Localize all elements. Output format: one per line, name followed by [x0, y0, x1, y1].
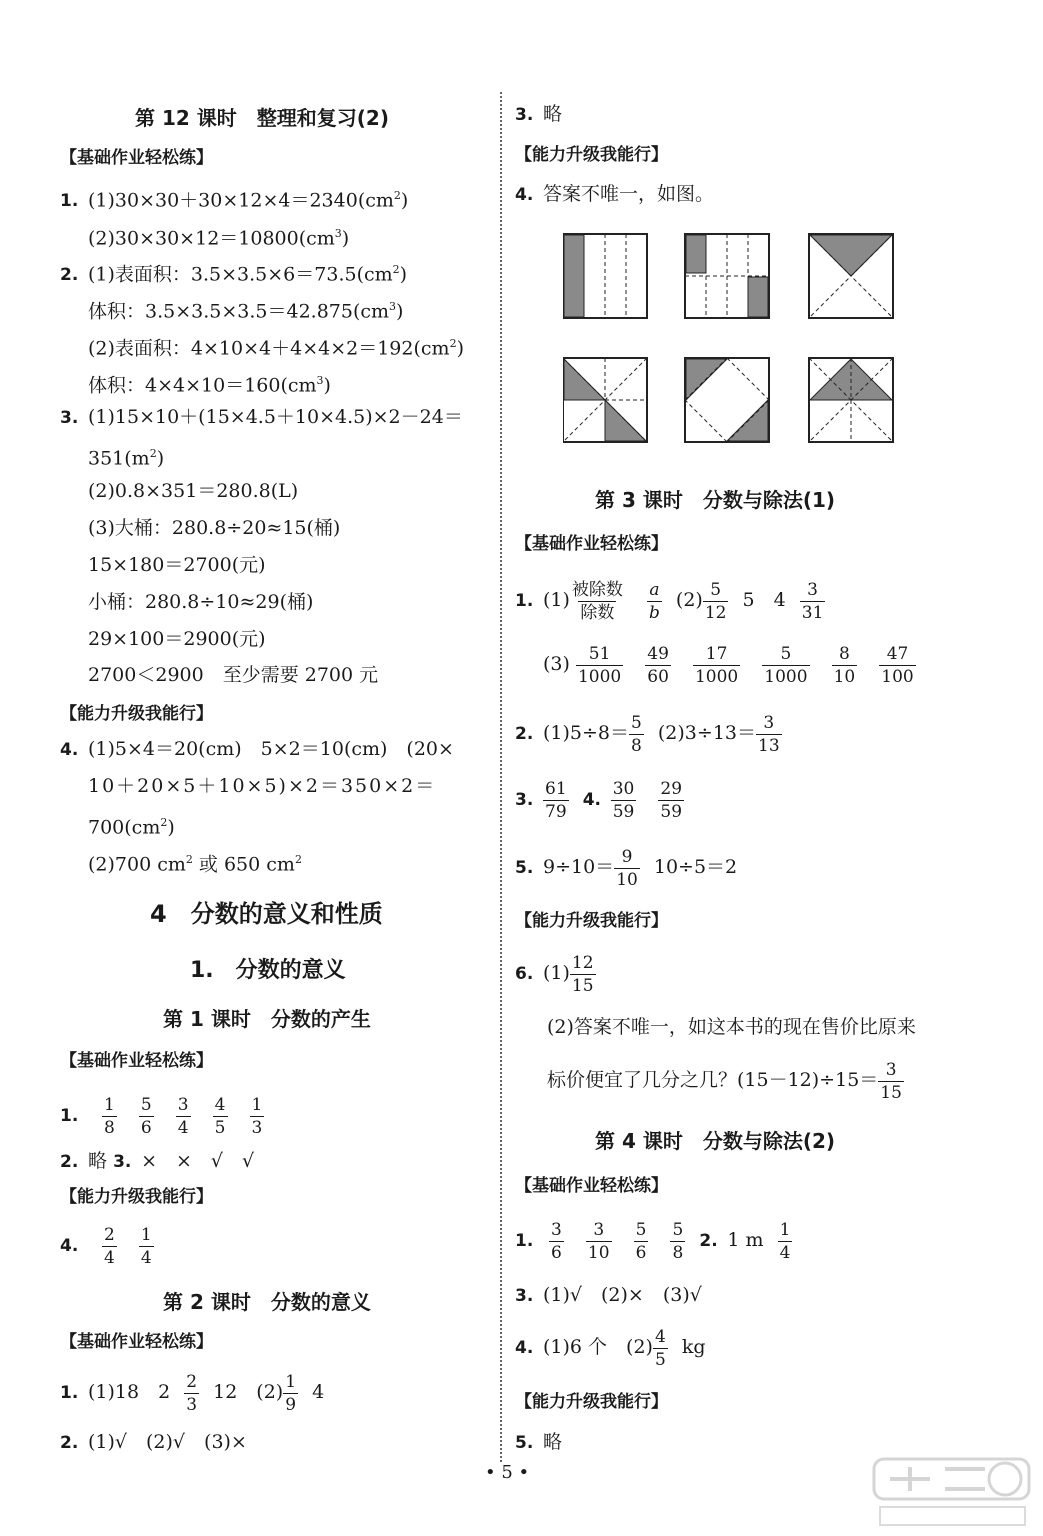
fraction: $\frac{30}{59}$ — [612, 778, 635, 822]
fraction: $\frac{9}{10}$ — [616, 846, 638, 890]
fraction: $\frac{49}{60}$ — [647, 643, 669, 687]
lesson-4-title: 第 4 课时 分数与除法(2) — [595, 1129, 836, 1153]
q3-line-a: 3. (1)15×10＋(15×4.5＋10×4.5)×2－24＝ — [60, 406, 463, 428]
fraction: $\frac{5}{12}$ — [704, 579, 727, 623]
q2-line-b: 体积：$3.5\times 3.5\times 3.5=42.875(cm^3)$ — [88, 300, 404, 323]
shaded-triangle — [727, 400, 768, 441]
section-advanced: 【能力升级我能行】 — [515, 145, 668, 165]
subunit-title: 1. 分数的意义 — [190, 958, 346, 983]
fraction: $\frac{3}{15}$ — [880, 1059, 902, 1103]
fraction: $\frac{3}{13}$ — [758, 712, 780, 756]
section-advanced: 【能力升级我能行】 — [515, 1392, 668, 1412]
fraction: $\frac{1}{4}$ — [779, 1219, 791, 1263]
column-divider — [500, 92, 502, 1462]
q3-line-b: $351(m^2)$ — [88, 447, 165, 470]
q3-line-d: (3)大桶：280.8÷20≈15(桶) — [88, 517, 341, 539]
q3-line-c: (2)0.8×351＝280.8(L) — [88, 480, 299, 502]
fraction: $\frac{3}{10}$ — [587, 1219, 610, 1263]
fraction: $\frac{5}{1000}$ — [764, 643, 808, 687]
fraction: $\frac{8}{10}$ — [833, 643, 856, 687]
unit-title: 4 分数的意义和性质 — [150, 900, 383, 928]
r4-q1-q2: 1. $\frac{3}{6}$ $\frac{3}{10}$ $\frac{5}{6}$ $\frac{5}{8}$ 2. 1 m $\frac{1}{4}$ — [515, 1219, 791, 1263]
fraction: $\frac{5}{8}$ — [631, 712, 642, 756]
r3-q6-a: 6. (1) $\frac{12}{15}$ — [515, 952, 594, 996]
q2-line-c: (2)表面积：$4\times 10\times 4+4\times 4\times 2=192(cm^2)$ — [88, 337, 464, 360]
q4-line-d: (2)700 $cm^2$ 或 650 $cm^2$ — [88, 853, 302, 876]
section-advanced: 【能力升级我能行】 — [60, 1187, 213, 1207]
section-basic: 【基础作业轻松练】 — [515, 1176, 668, 1196]
fraction: $\frac{4}{5}$ — [654, 1326, 666, 1370]
q3-line-h: 2700＜2900 至少需要 2700 元 — [88, 664, 379, 686]
q1-line-b: $(2)30\times 30\times 12=10800(cm^3)$ — [88, 227, 350, 250]
fraction: $\frac{1}{3}$ — [251, 1094, 263, 1138]
fraction: $\frac{51}{1000}$ — [577, 643, 622, 687]
q3-line-g: 29×100＝2900(元) — [88, 628, 266, 650]
fraction: $\frac{5}{6}$ — [140, 1094, 152, 1138]
fraction: $\frac{5}{6}$ — [635, 1219, 647, 1263]
fraction: $\frac{3}{31}$ — [801, 579, 824, 623]
r3-q6-c: 标价便宜了几分之几？(15－12)÷15＝ $\frac{3}{15}$ — [547, 1059, 902, 1103]
section-advanced: 【能力升级我能行】 — [60, 704, 213, 724]
page-number: • 5 • — [485, 1462, 530, 1483]
fraction: $\frac{2}{4}$ — [104, 1224, 115, 1268]
l2-q1: 1. (1)18 2 $\frac{2}{3}$ 12 (2) $\frac{1}{9}$ 4 — [60, 1371, 325, 1415]
shaded-triangle — [686, 359, 727, 400]
watermark-logo — [870, 1455, 1035, 1530]
fold-diagrams — [563, 232, 903, 444]
q2-line-d: 体积：$4\times 4\times 10=160(cm^3)$ — [88, 374, 331, 397]
q4-line-a: 4. (1)5×4＝20(cm) 5×2＝10(cm) (20× — [60, 738, 454, 760]
shaded-strip — [686, 235, 706, 273]
section-basic: 【基础作业轻松练】 — [60, 148, 213, 168]
q1-line-a: 1. $(1)30\times 30+30\times 12\times 4=2340(cm^2)$ — [60, 189, 409, 212]
r3-q6-b: (2)答案不唯一，如这本书的现在售价比原来 — [547, 1016, 916, 1038]
fraction: $\frac{a}{b}$ — [648, 579, 660, 623]
fraction: $\frac{5}{8}$ — [672, 1219, 684, 1263]
r3-q1-part3: (3) $\frac{51}{1000}$ $\frac{49}{60}$ $\frac{17}{1000}$ $\frac{5}{1000}$ $\frac{8}{10}$ $\frac{47}{100}$ — [543, 643, 914, 687]
fraction: $\frac{61}{79}$ — [545, 778, 567, 822]
fraction: $\frac{12}{15}$ — [571, 952, 594, 996]
fraction: $\frac{29}{59}$ — [660, 778, 683, 822]
r-q3: 3. 略 — [515, 103, 563, 125]
section-basic: 【基础作业轻松练】 — [60, 1332, 213, 1352]
lesson-2-title: 第 2 课时 分数的意义 — [163, 1290, 371, 1314]
section-basic: 【基础作业轻松练】 — [60, 1051, 213, 1071]
r3-q2: 2. (1)5÷8＝ $\frac{5}{8}$ (2)3÷13＝ $\frac{3}{13}$ — [515, 712, 780, 756]
r3-q5: 5. 9÷10＝ $\frac{9}{10}$ 10÷5＝2 — [515, 846, 738, 890]
q4-line-c: $700(cm^2)$ — [88, 816, 175, 839]
fraction: $\frac{3}{6}$ — [551, 1219, 562, 1263]
r-q4: 4. 答案不唯一，如图。 — [515, 183, 715, 205]
shaded-triangle — [810, 235, 892, 276]
q4-line-b: 10＋20×5＋10×5)×2＝350×2＝ — [88, 775, 437, 797]
fraction: $\frac{47}{100}$ — [881, 643, 914, 687]
lesson-1-title: 第 1 课时 分数的产生 — [163, 1007, 371, 1031]
lesson-12-title: 第 12 课时 整理和复习(2) — [135, 106, 389, 130]
fraction: $\frac{\text{被除数}}{\text{除数}}$ — [571, 579, 623, 623]
fraction: $\frac{1}{9}$ — [285, 1371, 297, 1415]
r3-q3-q4: 3. $\frac{61}{79}$ 4. $\frac{30}{59}$ $\frac{29}{59}$ — [515, 778, 683, 822]
q3-line-f: 小桶：280.8÷10≈29(桶) — [88, 591, 314, 613]
fraction: $\frac{17}{1000}$ — [694, 643, 739, 687]
l1-q2-q3: 2. 略 3. × × √ √ — [60, 1150, 255, 1172]
fraction: $\frac{4}{5}$ — [214, 1094, 226, 1138]
fraction: $\frac{2}{3}$ — [186, 1371, 198, 1415]
shaded-strip — [748, 277, 768, 317]
q3-line-e: 15×180＝2700(元) — [88, 554, 266, 576]
r4-q4: 4. (1)6 个 (2) $\frac{4}{5}$ kg — [515, 1326, 706, 1370]
section-basic: 【基础作业轻松练】 — [515, 534, 668, 554]
r3-q1: 1. (1) $\frac{\text{被除数}}{\text{除数}}$ $\frac{a}{b}$ (2) $\frac{5}{12}$ 5 4 $\frac{3}{31}$ — [515, 579, 824, 623]
r4-q3: 3. (1)√ (2)× (3)√ — [515, 1284, 702, 1306]
r4-q5: 5. 略 — [515, 1431, 563, 1453]
l1-q4: 4. $\frac{2}{4}$ $\frac{1}{4}$ — [60, 1224, 152, 1268]
l2-q2: 2. (1)√ (2)√ (3)× — [60, 1431, 247, 1453]
fraction: $\frac{1}{4}$ — [140, 1224, 152, 1268]
fraction: $\frac{1}{8}$ — [104, 1094, 115, 1138]
section-advanced: 【能力升级我能行】 — [515, 911, 668, 931]
q2-line-a: 2. (1)表面积：$3.5\times 3.5\times 6=73.5(cm^2)$ — [60, 263, 408, 286]
lesson-3-title: 第 3 课时 分数与除法(1) — [595, 488, 836, 512]
shaded-strip — [564, 235, 584, 317]
fraction: $\frac{3}{4}$ — [177, 1094, 189, 1138]
l1-q1: 1. $\frac{1}{8}$ $\frac{5}{6}$ $\frac{3}{4}$ $\frac{4}{5}$ $\frac{1}{3}$ — [60, 1094, 263, 1138]
